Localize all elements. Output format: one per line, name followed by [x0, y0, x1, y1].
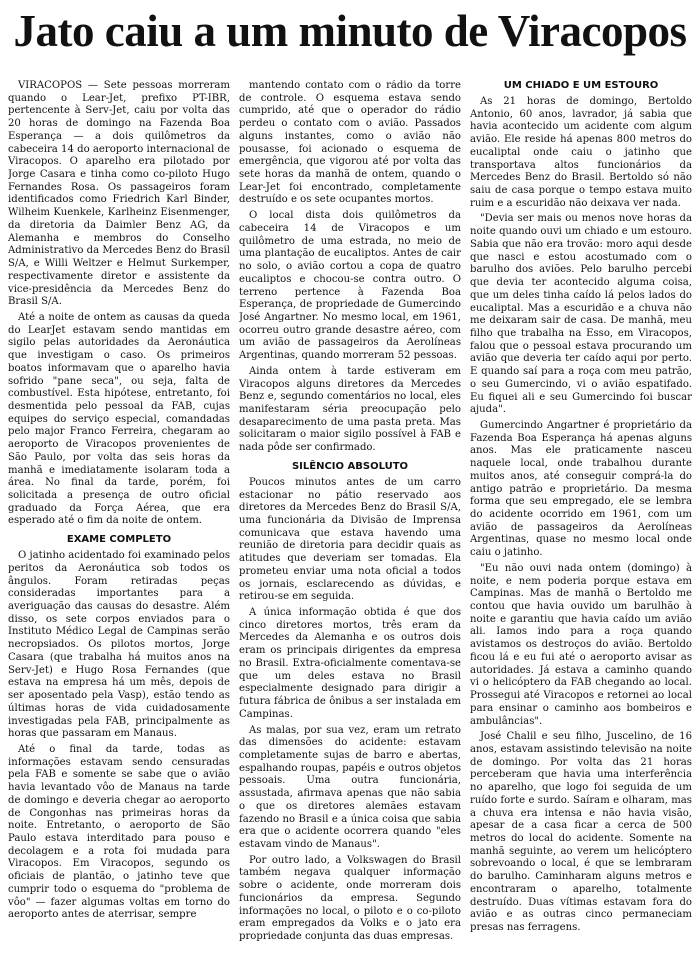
headline: Jato caiu a um minuto de Viracopos [13, 6, 687, 56]
article-column-1 [8, 80, 230, 960]
article-paragraph: mantendo contato com o rádio da torre de controle. O esquema estava sendo cumprido, até que o operador do rádio perdeu o contato com o avião. Passados alguns instantes, como o avião não pousasse, foi acionado o esquema de emergência, que vigorou até por volta das sete horas da manhã de ontem, quando o Lear-Jet foi encontrado, completamente destruído e os sete ocupantes mortos. [239, 80, 461, 206]
section-subhead: SILÊNCIO ABSOLUTO [291, 460, 409, 472]
article-paragraph: Até o final da tarde, todas as informações estavam sendo censuradas pela FAB e somente se sabe que o avião havia levantado vôo de Manaus na tarde de domingo e deveria chegar ao aeroporto de Congonhas nas primeiras horas da noite. Entretanto, o aeroporto de São Paulo estava interditado para pouso e decolagem e a rota foi mudada para Viracopos. Em Viracopos, segundo os oficiais de plantão, o jatinho teve que cumprir todo o esquema do "problema de vôo" — fazer algumas voltas em torno do aeroporto antes de aterrisar, sempre [8, 743, 230, 921]
article-paragraph: Gumercindo Angartner é proprietário da Fazenda Boa Esperança há apenas alguns anos. Mas ele praticamente nasceu naquele local, onde trabalhou durante muitos anos, até conseguir comprá-la do antigo patrão e proprietário. Da mesma forma que seu empregado, ele se lembra do acidente ocorrido em 1961, com um avião de passageiros da Aerolíneas Argentinas, quase no mesmo local onde caiu o jatinho. [470, 419, 692, 559]
article-paragraph: Ainda ontem à tarde estiveram em Viracopos alguns diretores da Mercedes Benz e, segundo comentários no local, eles manifestaram séria preocupação pelo desaparecimento de uma pasta preta. Mas solicitaram o maior sigilo possível à FAB e nada pôde ser confirmado. [239, 365, 461, 454]
section-subhead: EXAME COMPLETO [66, 534, 172, 546]
article-columns [8, 80, 692, 960]
article-paragraph: Por outro lado, a Volkswagen do Brasil também negava qualquer informação sobre o acidente, onde morreram dois funcionários da empresa. Segundo informações no local, o piloto e o co-piloto eram empregados da Volks e o jato era propriedade conjunta das duas empresas. [239, 854, 461, 942]
article-paragraph: As malas, por sua vez, eram um retrato das dimensões do acidente: estavam completamente sujas de barro e abertas, espalhando roupas, papéis e outros objetos pessoais. Uma outra funcionária, assustada, afirmava apenas que não sabia o que os diretores alemães estavam fazendo no Brasil e a única coisa que sabia era que o acidente ocorrera quando "eles estavam vindo de Manaus". [239, 724, 461, 850]
article-paragraph: O local dista dois quilômetros da cabeceira 14 de Viracopos e um quilômetro de uma estrada, no meio de uma plantação de eucaliptos. Antes de cair no solo, o avião cortou a copa de quatro eucaliptos e chocou-se contra outro. O terreno pertence à Fazenda Boa Esperança, de propriedade de Gumercindo José Angartner. No mesmo local, em 1961, ocorreu outro grande desastre aéreo, com um avião de passageiros da Aerolíneas Argentinas, quando morreram 52 pessoas. [239, 210, 461, 362]
article-paragraph: "Eu não ouvi nada ontem (domingo) à noite, e nem poderia porque estava em Campinas. Mas de manhã o Bertoldo me contou que havia ouvido um barulhão à noite e garantiu que havia caído um avião ali. Iamos indo para a roça quando avistamos os destroços do avião. Bertoldo ficou lá e eu fui até o aeroporto avisar as autoridades. Já estava a caminho quando vi o helicóptero da FAB chegando ao local. Prossegui até Viracopos e retornei ao local para ensinar o caminho aos bombeiros e ambulâncias". [470, 562, 692, 727]
article-paragraph: Até a noite de ontem as causas da queda do LearJet estavam sendo mantidas em sigilo pelas autoridades da Aeronáutica que investigam o caso. Os primeiros boatos informavam que o aparelho havia sofrido "pane seca", ou seja, falta de combustível. Esta hipótese, entretanto, foi desmentida pelo pessoal da FAB, cujas equipes do serviço especial, comandadas pelo major Franco Ferreira, chegaram ao aeroporto de Viracopos provenientes de São Paulo, por volta das seis horas da manhã e imediatamente isolaram toda a área. No final da tarde, porém, foi solicitada a presença de outro oficial graduado da Força Aérea, que era esperado até o fim da noite de ontem. [8, 311, 230, 527]
article-paragraph: A única informação obtida é que dos cinco diretores mortos, três eram da Mercedes da Alemanha e os outros dois eram os principais dirigentes da empresa no Brasil. Extra-oficialmente comentava-se que um deles estava no Brasil especialmente designado para dirigir a futura fábrica de ônibus a ser instalada em Campinas. [239, 607, 461, 720]
article-paragraph: O jatinho acidentado foi examinado pelos peritos da Aeronáutica sob todos os ângulos. Foram retiradas peças consideradas importantes para a averiguação das causas do desastre. Além disso, os sete corpos enviados para o Instituto Médico Legal de Campinas serão necropsiados. Os pilotos mortos, Jorge Casara (que trabalha há muitos anos na Serv-Jet) e Hugo Rosa Fernandes (que estava na empresa há um mês, depois de ser aposentado pela Vasp), estão tendo as últimas horas de vida cuidadosamente investigadas pela FAB, principalmente as horas que passaram em Manaus. [8, 550, 230, 740]
article-paragraph: "Devia ser mais ou menos nove horas da noite quando ouvi um chiado e um estouro. Sabia que não era trovão: moro aqui desde que nasci e estou acostumado com o barulho dos aviões. Pelo barulho percebi que devia ter acontecido alguma coisa, que um deles tinha caído lá pelos lados do eucaliptal. Mas a escuridão e a chuva não me deixaram sair de casa. De manhã, meu filho que trabalha na Esso, em Viracopos, falou que o pessoal estava procurando um avião que deveria ter caído aqui por perto. E quando saí para a roça com meu patrão, o seu Gumercindo, vi o avião espatifado. Eu fiquei ali e seu Gumercindo foi buscar ajuda". [470, 213, 692, 416]
article-column-3 [470, 80, 692, 960]
article-paragraph: VIRACOPOS — Sete pessoas morreram quando o Lear-Jet, prefixo PT-IBR, pertencente à Serv-Jet, caiu por volta das 20 horas de domingo na Fazenda Boa Esperança — a dois quilômetros da cabeceira 14 do aeroporto internacional de Viracopos. O aparelho era pilotado por Jorge Casara e tinha como co-piloto Hugo Fernandes Rosa. Os passageiros foram identificados como Friedrich Karl Binder, Wilheim Kuenkele, Karlheinz Eisenmenger, da diretoria da Daimler Benz AG, da Alemanha e membros do Conselho Administrativo da Mercedes Benz do Brasil S/A, e Willi Weltzer e Helmut Surkemper, respectivamente diretor e assistente da vice-presidência da Mercedes Benz do Brasil S/A. [8, 80, 230, 308]
article-paragraph: José Chalil e seu filho, Juscelino, de 16 anos, estavam assistindo televisão na noite de domingo. Por volta das 21 horas perceberam que havia uma interferência no aparelho, que logo foi seguida de um ruído forte e surdo. Saíram e olharam, mas a chuva era intensa e não havia visão, apesar de a casa ficar a cerca de 500 metros do local do acidente. Somente na manhã seguinte, ao verem um helicóptero sobrevoando o local, é que se lembraram do barulho. Caminharam alguns metros e encontraram o aparelho, totalmente destruído. Duas vítimas estavam fora do avião e as outras cinco permaneciam presas nas ferragens. [470, 731, 692, 933]
article-paragraph: As 21 horas de domingo, Bertoldo Antonio, 60 anos, lavrador, já sabia que havia acontecido um acidente com algum avião. Ele reside há apenas 800 metros do eucaliptal onde caiu o jatinho que transportava altos funcionários da Mercedes Benz do Brasil. Bertoldo só não saiu de casa porque o tempo estava muito ruim e a escuridão não deixava ver nada. [470, 96, 692, 209]
article-column-2 [239, 80, 461, 960]
section-subhead: UM CHIADO E UM ESTOURO [503, 80, 659, 91]
article-paragraph: Poucos minutos antes de um carro estacionar no pátio reservado aos diretores da Mercedes Benz do Brasil S/A, uma funcionária da Divisão de Imprensa comunicava que estava havendo uma reunião de diretoria para decidir quais as atitudes que deveriam ser tomadas. Ela prometeu enviar uma nota oficial a todos os jornais, esclarecendo as dúvidas, e retirou-se em seguida. [239, 476, 461, 603]
